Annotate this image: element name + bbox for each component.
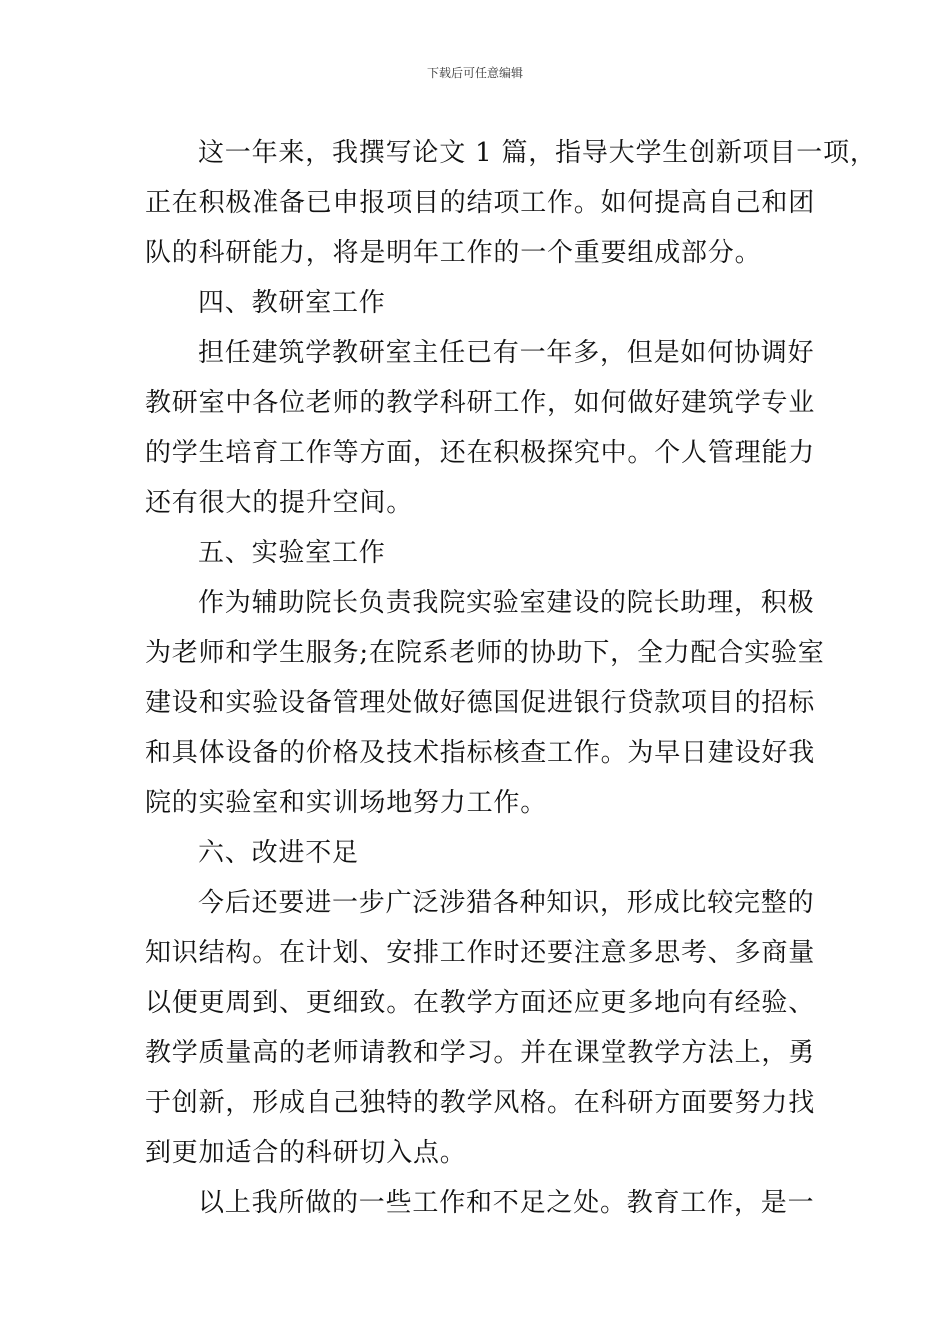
text-line: 教学质量高的老师请教和学习。并在课堂教学方法上，勇 [145, 1038, 816, 1068]
text-line: 建设和实验设备管理处做好德国促进银行贷款项目的招标 [145, 688, 816, 718]
section-heading: 五、实验室工作 [198, 538, 386, 568]
text-line: 作为辅助院长负责我院实验室建设的院长助理，积极 [198, 588, 815, 618]
section-heading: 六、改进不足 [198, 838, 359, 868]
text-line: 正在积极准备已申报项目的结项工作。如何提高自己和团 [145, 188, 816, 218]
text-line: 到更加适合的科研切入点。 [145, 1138, 467, 1168]
text-line: 以上我所做的一些工作和不足之处。教育工作，是一 [198, 1188, 815, 1218]
text-line: 队的科研能力，将是明年工作的一个重要组成部分。 [145, 238, 762, 268]
text-line: 这一年来，我撰写论文 1 篇，指导大学生创新项目一项， [198, 138, 877, 168]
text-line: 院的实验室和实训场地努力工作。 [145, 788, 548, 818]
text-line: 于创新，形成自己独特的教学风格。在科研方面要努力找 [145, 1088, 816, 1118]
text-line: 为老师和学生服务;在院系老师的协助下，全力配合实验室 [145, 638, 825, 668]
text-line: 今后还要进一步广泛涉猎各种知识，形成比较完整的 [198, 888, 815, 918]
text-line: 的学生培育工作等方面，还在积极探究中。个人管理能力 [145, 438, 816, 468]
text-line: 教研室中各位老师的教学科研工作，如何做好建筑学专业 [145, 388, 816, 418]
document-body [145, 128, 877, 1228]
section-heading: 四、教研室工作 [198, 288, 386, 318]
text-line: 还有很大的提升空间。 [145, 488, 414, 518]
text-line: 和具体设备的价格及技术指标核查工作。为早日建设好我 [145, 738, 816, 768]
text-line: 以便更周到、更细致。在教学方面还应更多地向有经验、 [145, 988, 816, 1018]
page-header: 下载后可任意编辑 [426, 66, 523, 80]
text-line: 担任建筑学教研室主任已有一年多，但是如何协调好 [198, 338, 815, 368]
text-line: 知识结构。在计划、安排工作时还要注意多思考、多商量 [145, 938, 816, 968]
